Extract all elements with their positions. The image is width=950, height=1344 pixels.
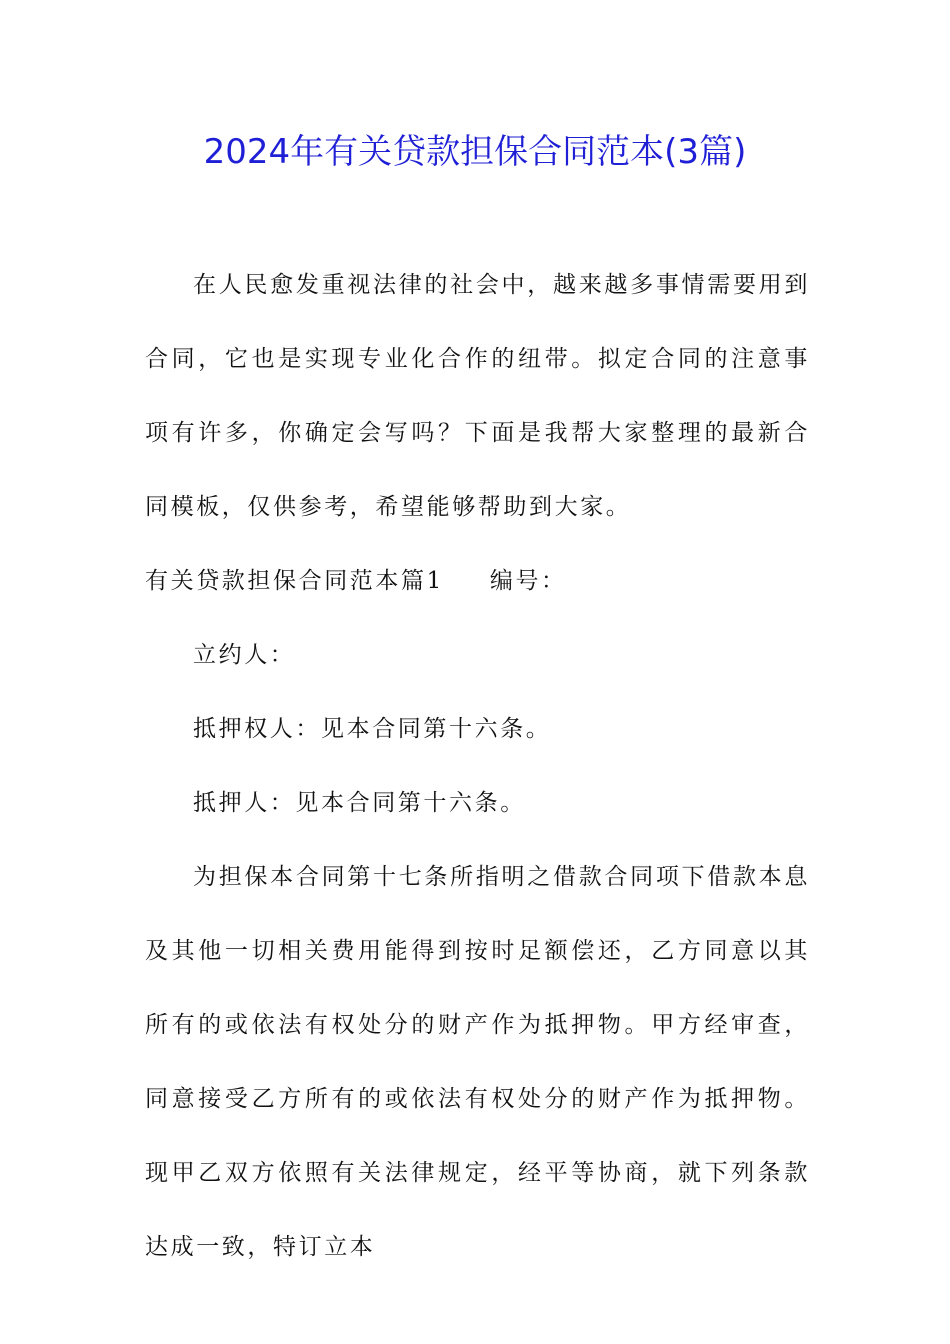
party-label: 立约人： xyxy=(193,642,296,668)
section-heading-line xyxy=(145,544,810,618)
document-title: 2024年有关贷款担保合同范本(3篇) xyxy=(203,132,747,172)
mortgagee-line: 抵押权人：见本合同第十六条。 xyxy=(193,716,552,742)
clause-paragraph: 为担保本合同第十七条所指明之借款合同项下借款本息及其他一切相关费用能得到按时足额偿还，乙方同意以其所有的或依法有权处分的财产作为抵押物。甲方经审查，同意接受乙方所有的或依法有权处分的财产作为抵押物。现甲乙双方依照有关法律规定，经平等协商，就下列条款达成一致，特订立本 xyxy=(145,864,810,1260)
number-label: 编号： xyxy=(489,568,567,594)
mortgagor-line: 抵押人：见本合同第十六条。 xyxy=(193,790,526,816)
section-heading: 有关贷款担保合同范本篇1 xyxy=(145,568,444,594)
intro-paragraph: 在人民愈发重视法律的社会中，越来越多事情需要用到合同，它也是实现专业化合作的纽带。拟定合同的注意事项有许多，你确定会写吗？下面是我帮大家整理的最新合同模板，仅供参考，希望能够帮助到大家。 xyxy=(145,272,810,520)
document-body xyxy=(145,248,810,1284)
